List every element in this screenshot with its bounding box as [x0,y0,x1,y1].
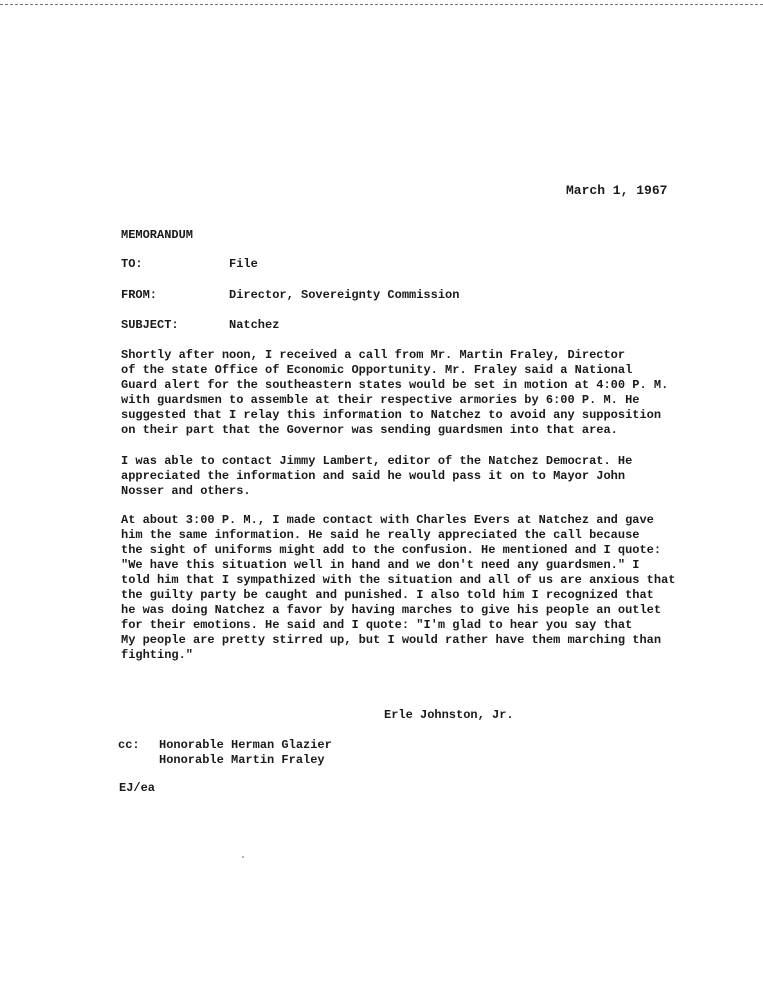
paragraph-line: appreciated the information and said he would pass it on to Mayor John [121,469,626,483]
paragraph-2 [121,454,721,499]
from-value: Director, Sovereignty Commission [229,288,460,302]
paragraph-line: the sight of uniforms might add to the confusion. He mentioned and I quote: [121,543,662,557]
paragraph-line: Shortly after noon, I received a call from Mr. Martin Fraley, Director [121,348,626,362]
paragraph-line: suggested that I relay this information to Natchez to avoid any supposition [121,408,662,422]
cc-label: cc: [118,738,140,752]
paragraph-line: Guard alert for the southeastern states would be set in motion at 4:00 P. M. [121,378,669,392]
scan-top-border [0,4,763,5]
paragraph-line: fighting." [121,648,194,662]
paragraph-line: My people are pretty stirred up, but I would rather have them marching than [121,633,662,647]
paragraph-3 [121,513,721,663]
paragraph-line: the guilty party be caught and punished. I also told him I recognized that [121,588,654,602]
paragraph-1 [121,348,721,438]
paragraph-line: Nosser and others. [121,484,251,498]
typist-initials: EJ/ea [119,781,156,795]
paragraph-line: him the same information. He said he really appreciated the call because [121,528,640,542]
paragraph-line: "We have this situation well in hand and we don't need any guardsmen." I [121,558,640,572]
memo-heading: MEMORANDUM [121,228,194,242]
subject-label: SUBJECT: [121,318,179,332]
scan-speck [242,856,244,858]
paragraph-line: told him that I sympathized with the situation and all of us are anxious that [121,573,676,587]
to-label: TO: [121,257,143,271]
paragraph-line: on their part that the Governor was sending guardsmen into that area. [121,423,618,437]
paragraph-line: he was doing Natchez a favor by having marches to give his people an outlet [121,603,662,617]
to-value: File [229,257,258,271]
cc-list [159,738,332,768]
paragraph-line: with guardsmen to assemble at their respective armories by 6:00 P. M. He [121,393,640,407]
cc-recipient: Honorable Herman Glazier [159,738,332,752]
from-label: FROM: [121,288,158,302]
paragraph-line: At about 3:00 P. M., I made contact with Charles Evers at Natchez and gave [121,513,654,527]
paragraph-line: I was able to contact Jimmy Lambert, editor of the Natchez Democrat. He [121,454,633,468]
signature: Erle Johnston, Jr. [384,708,514,722]
paragraph-line: of the state Office of Economic Opportunity. Mr. Fraley said a National [121,363,633,377]
cc-recipient: Honorable Martin Fraley [159,753,325,767]
paragraph-line: for their emotions. He said and I quote: "I'm glad to hear you say that [121,618,633,632]
memo-date: March 1, 1967 [566,183,668,198]
subject-value: Natchez [229,318,280,332]
